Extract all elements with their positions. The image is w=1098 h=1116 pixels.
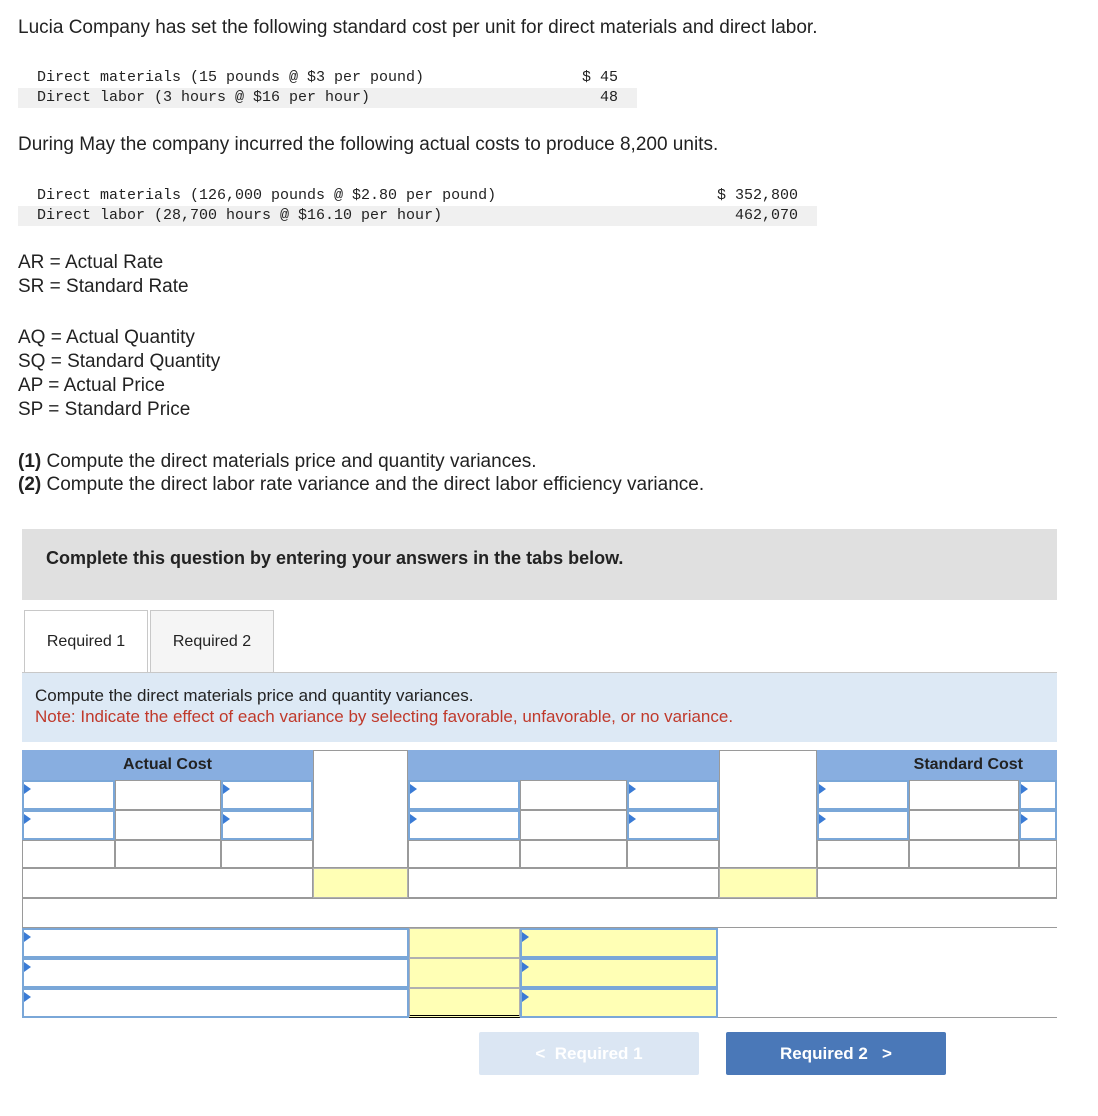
actual-total-label xyxy=(22,840,115,868)
task-number: (1) xyxy=(18,451,42,472)
actual-price-unit-select[interactable] xyxy=(221,810,313,840)
variance-result-cell xyxy=(408,868,719,898)
chevron-left-icon: < xyxy=(535,1044,555,1063)
instruction-title: Compute the direct materials price and quantity variances. xyxy=(35,686,474,705)
standard-cost-header: Standard Cost xyxy=(817,750,1057,780)
variance-name-select[interactable] xyxy=(22,958,409,988)
next-button-label: Required 2 xyxy=(780,1044,868,1063)
actual-price-row-label-select[interactable] xyxy=(22,810,115,840)
standard-quantity-input[interactable] xyxy=(909,780,1019,810)
middle-quantity-label-select[interactable] xyxy=(408,780,520,810)
variance-effect-select[interactable] xyxy=(520,988,718,1018)
tab-required-1[interactable]: Required 1 xyxy=(24,610,148,673)
prev-required-button[interactable] xyxy=(479,1032,699,1075)
standard-total-cell xyxy=(817,840,909,868)
variance-amount-input[interactable] xyxy=(409,928,520,958)
actual-cost-label: Direct materials (126,000 pounds @ $2.80 per pound) xyxy=(37,187,497,204)
quantity-definitions xyxy=(18,326,220,422)
tab-instructions xyxy=(22,673,1057,742)
tab-required-2[interactable]: Required 2 xyxy=(150,610,274,673)
standard-price-row-label-select[interactable] xyxy=(817,810,909,840)
middle-total-cell xyxy=(520,840,627,868)
task-text: Compute the direct materials price and quantity variances. xyxy=(41,451,537,472)
price-variance-input[interactable] xyxy=(313,868,408,898)
standard-cost-label: Direct materials (15 pounds @ $3 per pound) xyxy=(37,69,425,86)
middle-total-cell xyxy=(627,840,719,868)
standard-cost-label: Direct labor (3 hours @ $16 per hour) xyxy=(37,89,371,106)
actual-cost-header: Actual Cost xyxy=(22,750,313,780)
spacer-cell xyxy=(719,750,817,868)
quantity-variance-input[interactable] xyxy=(719,868,817,898)
actual-cost-row xyxy=(18,186,817,206)
variance-effect-select[interactable] xyxy=(520,958,718,988)
definition: SR = Standard Rate xyxy=(18,276,189,297)
task-text: Compute the direct labor rate variance and the direct labor efficiency variance. xyxy=(41,474,705,495)
variance-result-cell xyxy=(22,868,313,898)
rate-definitions xyxy=(18,251,189,299)
definition: AP = Actual Price xyxy=(18,375,165,396)
spacer-cell xyxy=(313,750,408,868)
standard-cost-table xyxy=(18,68,637,108)
standard-price-unit-select[interactable] xyxy=(1019,810,1057,840)
standard-cost-row xyxy=(18,68,637,88)
standard-total-cell xyxy=(909,840,1019,868)
actual-cost-row xyxy=(18,206,817,226)
standard-cost-value: 48 xyxy=(599,89,618,106)
standard-price-input[interactable] xyxy=(909,810,1019,840)
definition: SP = Standard Price xyxy=(18,399,191,420)
instructions-banner: Complete this question by entering your answers in the tabs below. xyxy=(22,529,1057,600)
definition: AQ = Actual Quantity xyxy=(18,327,195,348)
actual-price-label-select[interactable] xyxy=(221,780,313,810)
intro-text: Lucia Company has set the following standard cost per unit for direct materials and direct labor. xyxy=(18,17,818,38)
definition: SQ = Standard Quantity xyxy=(18,351,221,372)
actual-cost-label: Direct labor (28,700 hours @ $16.10 per hour) xyxy=(37,207,443,224)
standard-quantity-label-select[interactable] xyxy=(817,780,909,810)
variance-name-select[interactable] xyxy=(22,988,409,1018)
standard-price-label-select[interactable] xyxy=(1019,780,1057,810)
actual-cost-value: 462,070 xyxy=(734,207,798,224)
middle-quantity-input[interactable] xyxy=(520,780,627,810)
table-bottom-border xyxy=(718,1017,1057,1018)
actual-total-cell xyxy=(115,840,221,868)
standard-cost-value: $ 45 xyxy=(581,69,618,86)
middle-header xyxy=(408,750,719,780)
task-item xyxy=(18,473,704,496)
actual-cost-table xyxy=(18,186,817,226)
prev-button-label: Required 1 xyxy=(554,1044,643,1063)
actual-cost-value: $ 352,800 xyxy=(716,187,798,204)
actual-price-input[interactable] xyxy=(115,810,221,840)
task-item xyxy=(18,450,704,473)
instruction-note: Note: Indicate the effect of each variance by selecting favorable, unfavorable, or no variance. xyxy=(35,707,734,726)
variance-effect-select[interactable] xyxy=(520,928,718,958)
middle-price-label-select[interactable] xyxy=(627,780,719,810)
standard-total-cell xyxy=(1019,840,1057,868)
total-variance-amount-input[interactable] xyxy=(409,988,520,1018)
actual-quantity-input[interactable] xyxy=(115,780,221,810)
middle-price-input[interactable] xyxy=(520,810,627,840)
standard-cost-row xyxy=(18,88,637,108)
middle-total-cell xyxy=(408,840,520,868)
chevron-right-icon: > xyxy=(867,1044,892,1063)
variance-amount-input[interactable] xyxy=(409,958,520,988)
task-number: (2) xyxy=(18,474,42,495)
actual-total-cell xyxy=(221,840,313,868)
middle-price-row-label-select[interactable] xyxy=(408,810,520,840)
variance-result-cell xyxy=(817,868,1057,898)
blank-row xyxy=(22,898,1057,928)
next-required-button[interactable] xyxy=(726,1032,946,1075)
middle-price-unit-select[interactable] xyxy=(627,810,719,840)
actual-intro-text: During May the company incurred the following actual costs to produce 8,200 units. xyxy=(18,134,719,155)
actual-quantity-label-select[interactable] xyxy=(22,780,115,810)
definition: AR = Actual Rate xyxy=(18,252,164,273)
variance-name-select[interactable] xyxy=(22,928,409,958)
task-list xyxy=(18,450,704,496)
